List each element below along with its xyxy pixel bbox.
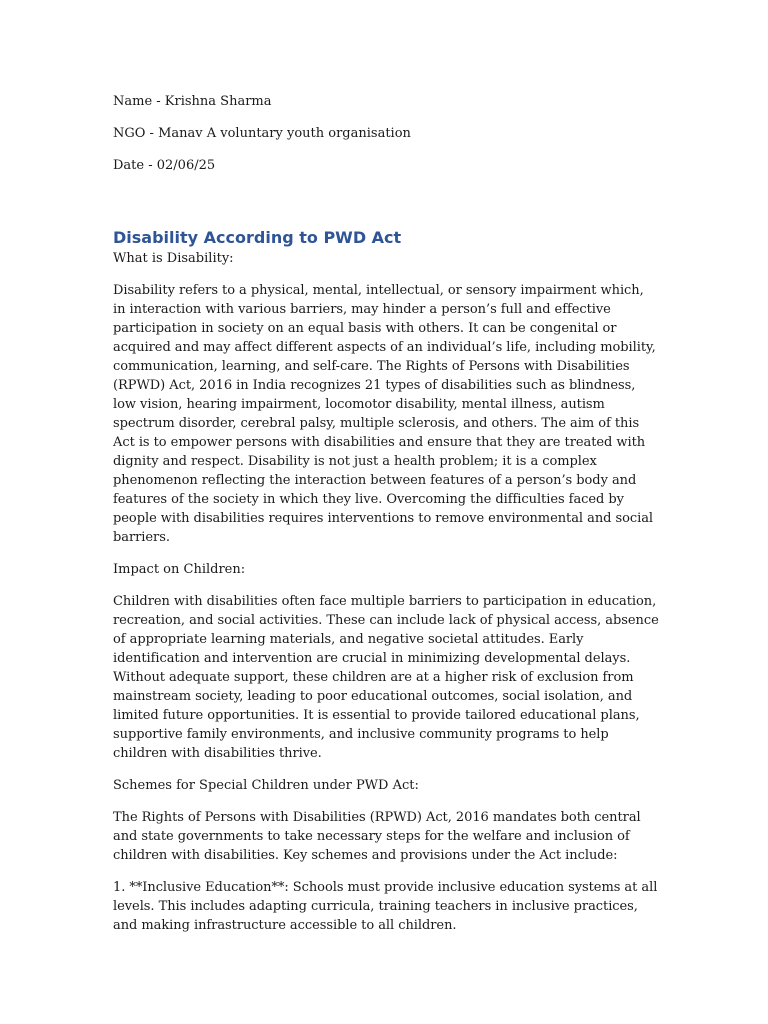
section-heading-schemes: Schemes for Special Children under PWD Act: xyxy=(113,778,419,793)
section-heading-what-is-disability: What is Disability: xyxy=(113,251,234,266)
document-title: Disability According to PWD Act xyxy=(113,228,402,247)
section-heading-impact-on-children: Impact on Children: xyxy=(113,562,246,577)
document-date: Date - 02/06/25 xyxy=(113,158,216,173)
paragraph-impact-on-children: Children with disabilities often face multiple barriers to participation in education, recreation, and social activities. These can include lack of physical access, absence of appropriate learning materials, and negative societal attitudes. Early identification and intervention are crucial in minimizing developmental delays. Without adequate support, these children are at a higher risk of exclusion from mainstream society, leading to poor educational outcomes, social isolation, and limited future opportunities. It is essential to provide tailored educational plans, supportive family environments, and inclusive community programs to help children with disabilities thrive. xyxy=(113,594,659,761)
paragraph-disability-definition: Disability refers to a physical, mental, intellectual, or sensory impairment which, in interaction with various barriers, may hinder a person’s full and effective participation in society on an equal basis with others. It can be congenital or acquired and may affect different aspects of an individual’s life, including mobility, communication, learning, and self-care. The Rights of Persons with Disabilities (RPWD) Act, 2016 in India recognizes 21 types of disabilities such as blindness, low vision, hearing impairment, locomotor disability, mental illness, autism spectrum disorder, cerebral palsy, multiple sclerosis, and others. The aim of this Act is to empower persons with disabilities and ensure that they are treated with dignity and respect. Disability is not just a health problem; it is a complex phenomenon reflecting the interaction between features of a person’s body and features of the society in which they live. Overcoming the difficulties faced by people with disabilities requires interventions to remove environmental and social barriers. xyxy=(113,283,656,545)
paragraph-schemes-intro: The Rights of Persons with Disabilities (RPWD) Act, 2016 mandates both central and state governments to take necessary steps for the welfare and inclusion of children with disabilities. Key schemes and provisions under the Act include: xyxy=(113,810,641,863)
paragraph-inclusive-education: 1. **Inclusive Education**: Schools must provide inclusive education systems at all levels. This includes adapting curricula, training teachers in inclusive practices, and making infrastructure accessible to all children. xyxy=(113,880,658,933)
ngo-name: NGO - Manav A voluntary youth organisation xyxy=(113,126,411,141)
author-name: Name - Krishna Sharma xyxy=(113,94,272,109)
